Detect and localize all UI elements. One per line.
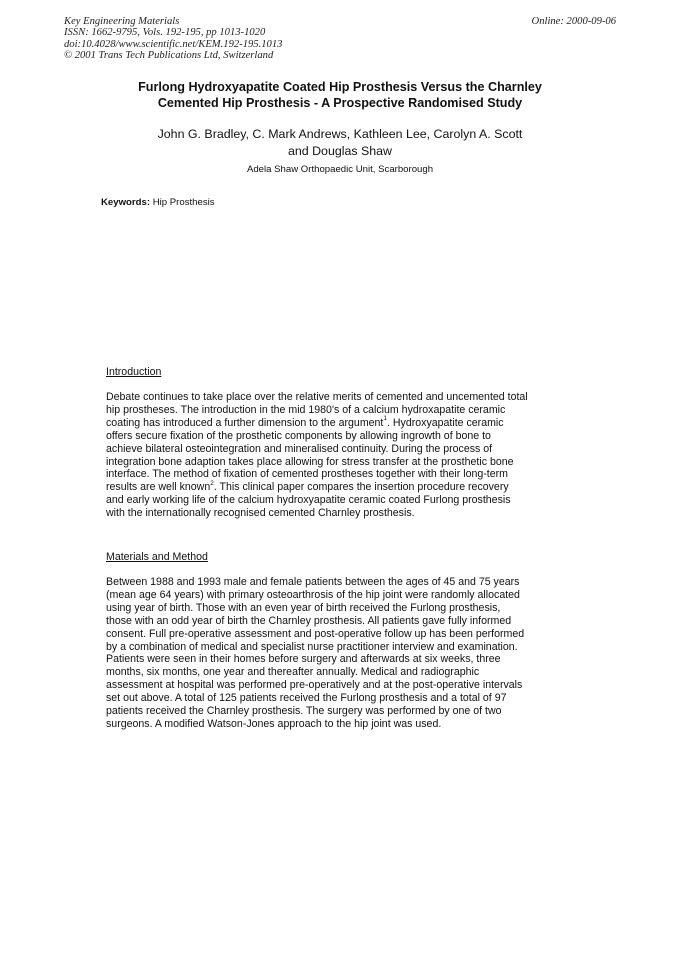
paragraph-line: using year of birth. Those with an even year of birth received the Furlong prosthesis, xyxy=(106,601,501,614)
paper-title xyxy=(90,79,590,111)
paragraph-line: integration bone adaption takes place allowing for stress transfer at the prosthetic bone xyxy=(106,455,514,468)
citation-superscript: 2 xyxy=(210,479,214,487)
line-text: coating has introduced a further dimension to the argument xyxy=(106,416,384,429)
paragraph-line: Patients were seen in their homes before surgery and afterwards at six weeks, three xyxy=(106,653,501,666)
line-text: . Hydroxyapatite ceramic xyxy=(387,416,504,429)
keywords-value: Hip Prosthesis xyxy=(152,197,215,208)
paragraph-line: interface. The method of fixation of cemented prostheses together with their long-term xyxy=(106,468,508,481)
author-list xyxy=(90,126,590,160)
doi-line: doi:10.4028/www.scientific.net/KEM.192-195.1013 xyxy=(64,38,283,50)
paragraph-line: set out above. A total of 125 patients received the Furlong prosthesis and a total of 97 xyxy=(106,692,507,705)
journal-header xyxy=(64,16,282,62)
title-line: Cemented Hip Prosthesis - A Prospective Randomised Study xyxy=(157,96,523,110)
keywords xyxy=(101,197,215,208)
paragraph-line: and early working life of the calcium hydroxyapatite ceramic coated Furlong prosthesis xyxy=(106,494,511,507)
line-text: . This clinical paper compares the insertion procedure recovery xyxy=(213,481,509,494)
issn-line: ISSN: 1662-9795, Vols. 192-195, pp 1013-1020 xyxy=(64,27,266,39)
paragraph-line: offers secure fixation of the prosthetic components by allowing ingrowth of bone to xyxy=(106,429,491,442)
authors-line: John G. Bradley, C. Mark Andrews, Kathleen Lee, Carolyn A. Scott xyxy=(157,127,523,141)
online-date: Online: 2000-09-06 xyxy=(531,16,616,27)
methods-heading: Materials and Method xyxy=(106,551,208,563)
paragraph-line: hip prostheses. The introduction in the mid 1980's of a calcium hydroxapatite ceramic xyxy=(106,403,506,416)
paragraph-line: (mean age 64 years) with primary osteoarthrosis of the hip joint were randomly allocated xyxy=(106,588,520,601)
authors-line: and Douglas Shaw xyxy=(287,144,392,158)
paragraph-line: those with an odd year of birth the Charnley prosthesis. All patients gave fully informed xyxy=(106,614,512,627)
paragraph-line: surgeons. A modified Watson-Jones approach to the hip joint was used. xyxy=(106,717,442,730)
paragraph-line: with the internationally recognised cemented Charnley prosthesis. xyxy=(106,507,415,520)
journal-name: Key Engineering Materials xyxy=(64,16,180,27)
paragraph-line: patients received the Charnley prosthesis. The surgery was performed by one of two xyxy=(106,705,502,718)
paragraph-line xyxy=(106,417,528,430)
keywords-label: Keywords: xyxy=(101,197,151,208)
paragraph-line: consent. Full pre-operative assessment and post-operative follow up has been performed xyxy=(106,627,525,640)
paragraph-line: Debate continues to take place over the relative merits of cemented and uncemented total xyxy=(106,391,528,403)
line-text: results are well known xyxy=(106,481,211,494)
paragraph-line: achieve bilateral osteointegration and mineralised continuity. During the process of xyxy=(106,442,493,455)
introduction-heading: Introduction xyxy=(106,366,162,378)
methods-paragraph xyxy=(106,576,524,731)
affiliation: Adela Shaw Orthopaedic Unit, Scarborough xyxy=(246,164,434,175)
paragraph-line: months, six months, one year and thereafter annually. Medical and radiographic xyxy=(106,666,480,679)
citation-superscript: 1 xyxy=(383,415,387,423)
copyright-line: © 2001 Trans Tech Publications Ltd, Switzerland xyxy=(64,50,274,62)
introduction-paragraph xyxy=(106,391,528,520)
paragraph-line: Between 1988 and 1993 male and female patients between the ages of 45 and 75 years xyxy=(106,576,520,588)
title-line: Furlong Hydroxyapatite Coated Hip Prosthesis Versus the Charnley xyxy=(138,80,542,94)
paragraph-line: assessment at hospital was performed pre-operatively and at the post-operative intervals xyxy=(106,679,523,692)
paragraph-line xyxy=(106,481,528,494)
paragraph-line: by a combination of medical and specialist nurse practitioner interview and examination. xyxy=(106,640,518,653)
